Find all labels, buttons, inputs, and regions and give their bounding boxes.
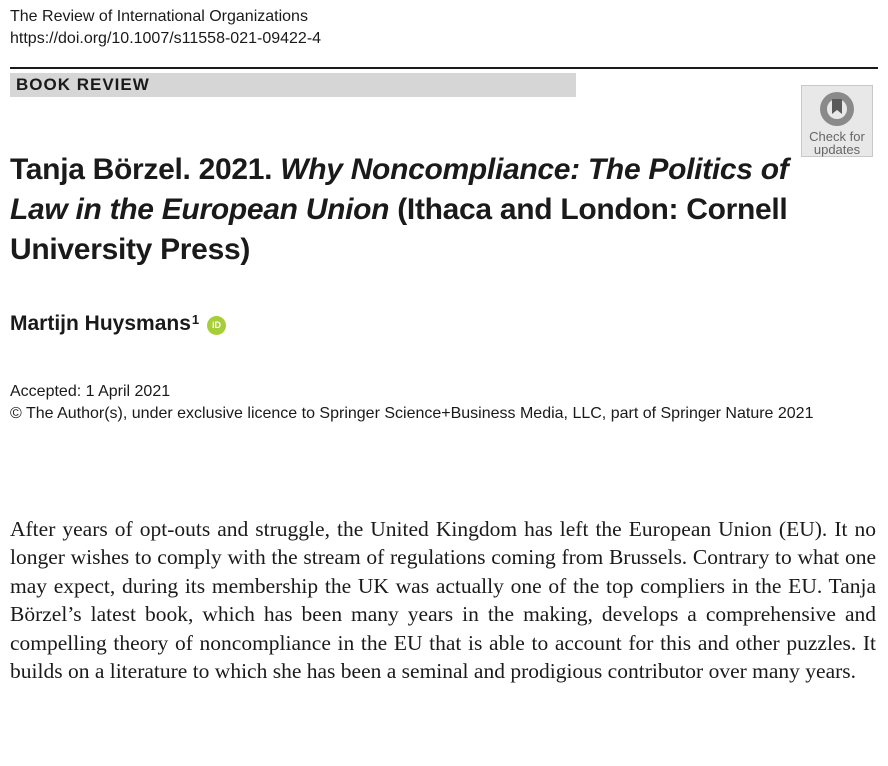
copyright-notice: © The Author(s), under exclusive licence to Springer Science+Business Media, LLC, part of Springer Nature 2021 [10, 405, 814, 422]
check-for-updates-badge[interactable] [801, 85, 873, 157]
journal-meta [10, 6, 321, 50]
section-label: BOOK REVIEW [10, 73, 576, 97]
body-paragraph: After years of opt-outs and struggle, the United Kingdom has left the European Union (EU). It no longer wishes to comply with the stream of regulations coming from Brussels. Contrary to what one may expect, during its membership the UK was actually one of the top compliers in the EU. Tanja Börzel’s latest book, which has been many years in the making, develops a comprehensive and compelling theory of noncompliance in the EU that is able to account for this and other puzzles. It builds on a literature to which she has been a seminal and prodigious contributor over many years. [10, 517, 876, 684]
accepted-date: Accepted: 1 April 2021 [10, 383, 171, 400]
crossmark-icon [818, 90, 856, 128]
title-lead: Tanja Börzel. 2021. [10, 153, 281, 186]
doi-link[interactable]: https://doi.org/10.1007/s11558-021-09422-4 [10, 30, 322, 47]
author-affiliation[interactable]: 1 [191, 312, 200, 327]
acceptance-info [10, 381, 878, 425]
title-publisher: (Ithaca and London: Cornell University Press) [10, 193, 788, 266]
badge-line-1: Check for [809, 129, 865, 144]
journal-name: The Review of International Organizations [10, 8, 308, 25]
article-title [10, 150, 790, 270]
badge-line-2: updates [813, 142, 861, 157]
title-book-name: Why Noncompliance: The Politics of Law in the European Union [10, 153, 789, 226]
author-name[interactable]: Martijn Huysmans [10, 312, 191, 335]
section-header [10, 67, 878, 97]
author-line [10, 310, 226, 338]
orcid-icon[interactable]: iD [207, 316, 226, 335]
